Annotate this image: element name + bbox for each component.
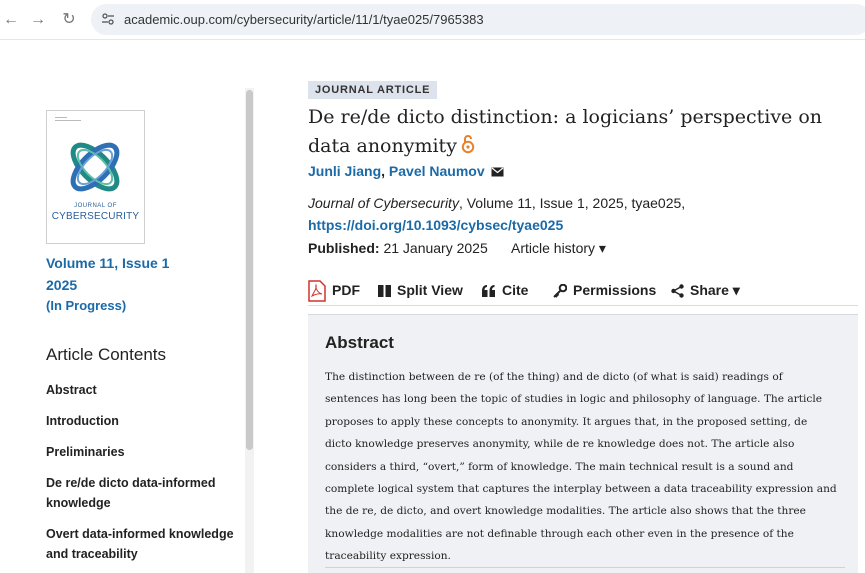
article-title-text: De re/de dicto distinction: a logicians’ perspective on data anonymity — [308, 106, 823, 157]
split-view-label: Split View — [397, 282, 463, 298]
share-label: Share ▾ — [690, 282, 740, 298]
volume-issue-link[interactable]: Volume 11, Issue 1 — [46, 255, 170, 271]
cite-button[interactable] — [482, 279, 528, 301]
open-access-icon — [461, 134, 475, 154]
forward-arrow-icon[interactable]: → — [30, 11, 46, 28]
envelope-icon[interactable] — [491, 167, 504, 177]
abstract-section — [308, 314, 858, 573]
permissions-label: Permissions — [573, 282, 657, 298]
toc-item-introduction[interactable]: Introduction — [46, 414, 119, 428]
published-date: 21 January 2025 — [383, 240, 488, 256]
published-label: Published: — [308, 240, 380, 256]
toc-item-de-re-de-dicto[interactable]: De re/de dicto data-informed knowledge — [46, 476, 216, 510]
cover-caption-large: CYBERSECURITY — [51, 211, 140, 222]
share-dropdown[interactable] — [671, 279, 740, 301]
citation-details: , Volume 11, Issue 1, 2025, tyae025, — [458, 195, 686, 211]
split-view-icon — [378, 285, 391, 297]
permissions-button[interactable] — [553, 279, 656, 301]
journal-name: Journal of Cybersecurity — [308, 195, 459, 211]
issue-status-link[interactable]: (In Progress) — [46, 298, 127, 313]
article-toolbar — [308, 276, 858, 306]
abstract-text: The distinction between de re (of the thing) and de dicto (of what is said) readings of sentences has long been the topic of studies in logic and philosophy of language. The article proposes to apply these concepts to anonymity. It argues that, in the proposed setting, de dicto knowledge preserves anonymity, while de re knowledge does not. The article also considers a third, “overt,” form of knowledge. The main technical result is a sound and complete logical system that captures the interplay between a data traceability expression and the de re, de dicto, and overt knowledge modalities. The article also shows that the three knowledge modalities are not definable through each other even in the presence of the traceability expression. — [325, 371, 837, 563]
split-view-button[interactable] — [378, 279, 463, 301]
back-arrow-icon[interactable]: ← — [3, 11, 19, 28]
key-icon — [553, 284, 567, 298]
pdf-label: PDF — [332, 282, 360, 298]
article-history-dropdown[interactable]: Article history ▾ — [511, 240, 606, 256]
journal-logo-icon — [60, 133, 130, 201]
address-bar[interactable] — [91, 4, 865, 35]
author-list — [308, 160, 504, 182]
published-info — [308, 237, 488, 259]
toc-item-overt-knowledge[interactable]: Overt data-informed knowledge and traceability — [46, 527, 234, 561]
pdf-icon — [308, 280, 326, 302]
reload-icon[interactable]: ↻ — [62, 11, 76, 28]
abstract-heading: Abstract — [325, 333, 394, 352]
citation-line — [308, 192, 685, 214]
toc-item-abstract[interactable]: Abstract — [46, 383, 97, 397]
pdf-button[interactable] — [308, 279, 360, 301]
sidebar-scrollbar[interactable] — [245, 88, 254, 573]
browser-toolbar — [0, 0, 865, 40]
cover-caption-small: JOURNAL OF — [74, 203, 117, 209]
author-link[interactable]: Junli Jiang — [308, 163, 382, 179]
journal-cover-image[interactable] — [46, 110, 145, 244]
article-contents-heading: Article Contents — [46, 345, 166, 364]
url-text[interactable]: academic.oup.com/cybersecurity/article/11/1/tyae025/7965383 — [124, 12, 484, 27]
author-separator: , — [381, 163, 389, 179]
author-link[interactable]: Pavel Naumov — [388, 163, 485, 179]
share-icon — [671, 284, 684, 298]
toc-item-preliminaries[interactable]: Preliminaries — [46, 445, 125, 459]
quote-icon — [482, 285, 496, 297]
article-title — [308, 103, 848, 161]
site-settings-icon[interactable] — [101, 12, 115, 26]
doi-link[interactable]: https://doi.org/10.1093/cybsec/tyae025 — [308, 217, 564, 233]
cover-header-lines — [55, 117, 85, 123]
sidebar-scrollbar-thumb[interactable] — [246, 90, 253, 450]
article-type-badge: JOURNAL ARTICLE — [308, 81, 437, 99]
cite-label: Cite — [502, 282, 529, 298]
article-contents-list — [46, 380, 236, 573]
volume-year-link[interactable]: 2025 — [46, 277, 78, 293]
section-divider — [325, 567, 845, 568]
